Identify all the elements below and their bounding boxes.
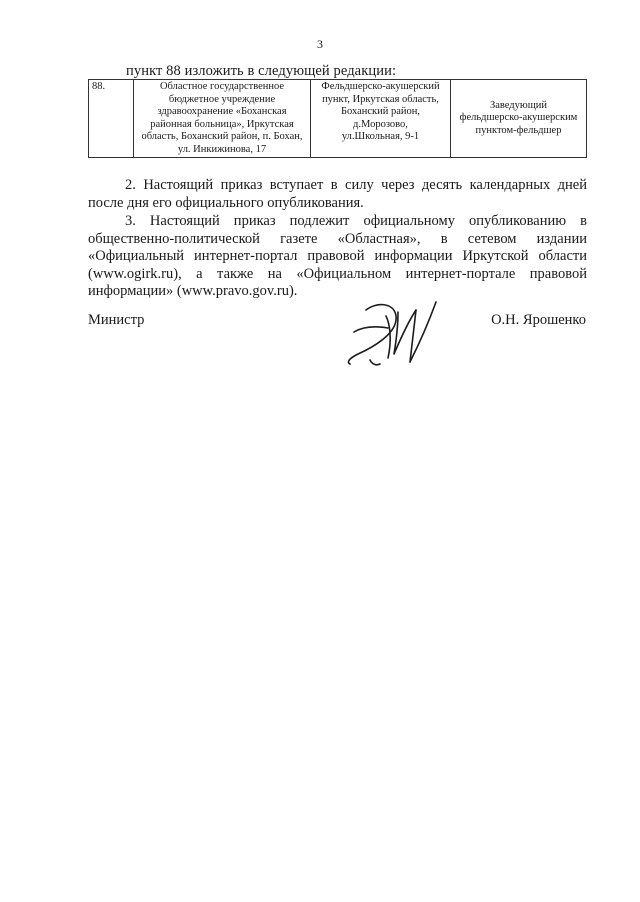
row-number-cell: 88. bbox=[89, 80, 134, 158]
organization-line: здравоохранение «Боханская bbox=[157, 106, 287, 117]
position-line: пунктом-фельдшер bbox=[475, 124, 562, 136]
intro-line: пункт 88 изложить в следующей редакции: bbox=[126, 63, 397, 79]
handwritten-signature bbox=[336, 292, 446, 372]
paragraph-publication: 3. Настоящий приказ подлежит официальному опубликованию в общественно-политической газете «Областная», в сетевом издании «Официальный интернет-портал правовой информации Иркутской области (www.ogirk.ru), а также на «Официальном интернет-портале правовой информации» (www.pravo.gov.ru). bbox=[88, 213, 587, 299]
entry-table bbox=[88, 79, 587, 158]
organization-line: Областное государственное bbox=[159, 81, 285, 92]
organization-line: область, Боханский район, п. Бохан, bbox=[141, 131, 303, 142]
organization-line: бюджетное учреждение bbox=[168, 93, 276, 105]
position-cell bbox=[451, 80, 587, 158]
signatory-role: Министр bbox=[88, 312, 145, 328]
address-line: Боханский район, bbox=[340, 106, 421, 117]
address-line: Фельдшерско-акушерский bbox=[321, 81, 440, 92]
organization-line: районная больница», Иркутская bbox=[150, 118, 294, 130]
position-line: Заведующий bbox=[489, 99, 548, 111]
table-row bbox=[89, 80, 587, 158]
address-line: д.Морозово, bbox=[353, 118, 408, 130]
signatory-name: О.Н. Ярошенко bbox=[491, 312, 586, 328]
paragraph-effective-date: 2. Настоящий приказ вступает в силу через десять календарных дней после дня его официального опубликования. bbox=[88, 177, 587, 211]
page-number: 3 bbox=[317, 37, 323, 51]
organization-cell bbox=[134, 80, 311, 158]
address-line: пункт, Иркутская область, bbox=[322, 93, 439, 105]
organization-line: ул. Инкижинова, 17 bbox=[177, 143, 267, 155]
address-line: ул.Школьная, 9-1 bbox=[341, 131, 420, 142]
address-cell bbox=[311, 80, 451, 158]
position-line: фельдшерско-акушерским bbox=[459, 112, 578, 124]
